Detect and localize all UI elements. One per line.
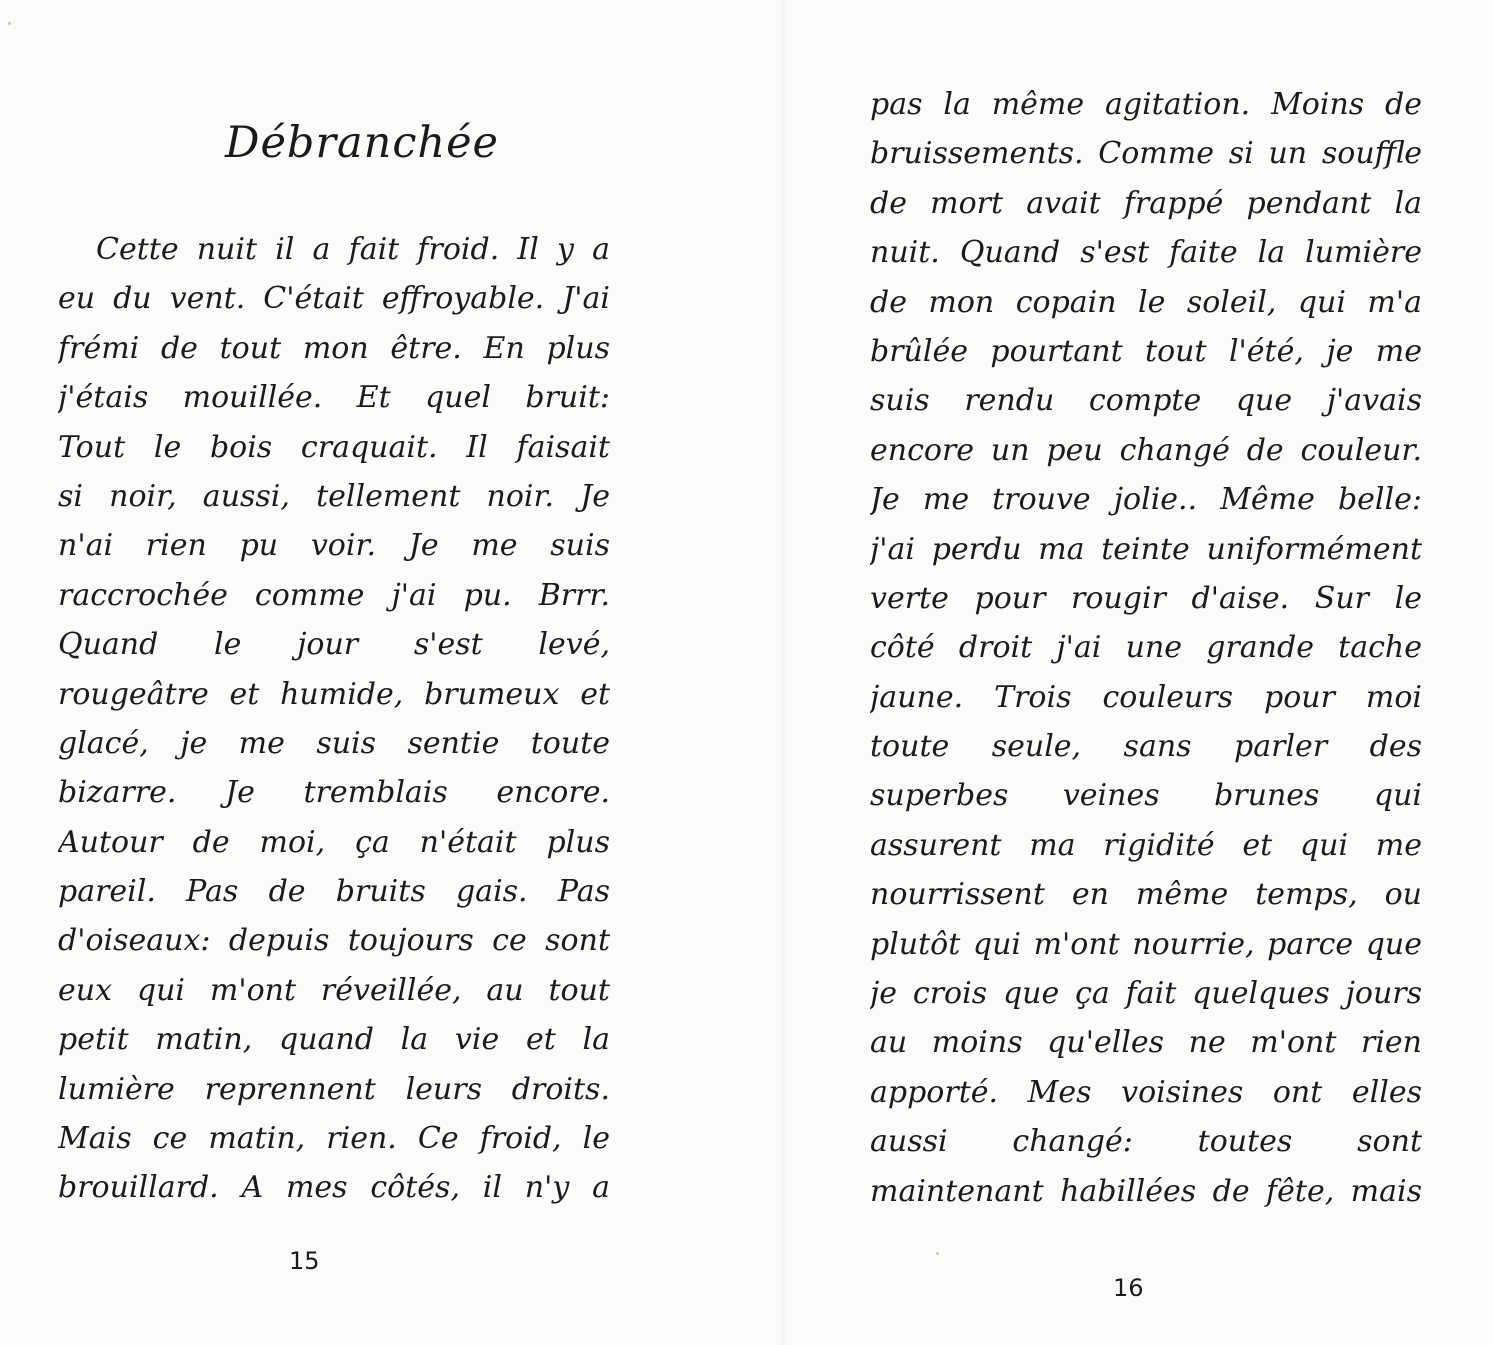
text-line: j'ai perdu ma teinte uniformément (870, 531, 1422, 567)
page-number-left: 15 (289, 1247, 320, 1275)
text-line: d'oiseaux: depuis toujours ce sont (58, 923, 610, 959)
text-line: bizarre. Je tremblais encore. (58, 775, 610, 811)
text-line: encore un peu changé de couleur. (870, 432, 1422, 468)
text-line: eux qui m'ont réveillée, au tout (58, 972, 610, 1008)
right-page (786, 0, 1493, 1345)
text-line: brûlée pourtant tout l'été, je me (870, 333, 1422, 369)
text-line: n'ai rien pu voir. Je me suis (58, 528, 610, 564)
text-line: bruissements. Comme si un souffle (870, 136, 1422, 172)
right-page-text (870, 80, 1422, 1216)
left-page-text (58, 225, 610, 1213)
text-line: glacé, je me suis sentie toute (58, 725, 610, 761)
text-line: frémi de tout mon être. En plus (58, 330, 610, 366)
text-line: rougeâtre et humide, brumeux et (58, 676, 610, 712)
text-line: Tout le bois craquait. Il faisait (58, 429, 610, 465)
text-line: Mais ce matin, rien. Ce froid, le (58, 1121, 610, 1157)
text-line: raccrochée comme j'ai pu. Brrr. (58, 577, 610, 613)
text-line: pas la même agitation. Moins de (870, 87, 1422, 122)
text-line: au moins qu'elles ne m'ont rien (870, 1025, 1422, 1061)
chapter-title: Débranchée (225, 118, 500, 168)
text-line: maintenant habillées de fête, mais (870, 1173, 1422, 1209)
text-line: nuit. Quand s'est faite la lumière (870, 235, 1422, 271)
text-line: superbes veines brunes qui (870, 778, 1422, 814)
text-line: aussi changé: toutes sont (870, 1124, 1422, 1160)
text-line: pareil. Pas de bruits gais. Pas (58, 874, 610, 910)
text-line: apporté. Mes voisines ont elles (870, 1074, 1422, 1110)
text-line: petit matin, quand la vie et la (58, 1022, 610, 1058)
text-line: côté droit j'ai une grande tache (870, 630, 1422, 666)
text-line: de mon copain le soleil, qui m'a (870, 284, 1422, 320)
text-line: j'étais mouillée. Et quel bruit: (58, 380, 610, 416)
text-line: plutôt qui m'ont nourrie, parce que (870, 926, 1422, 962)
text-line: brouillard. A mes côtés, il n'y a (58, 1170, 610, 1206)
text-line: jaune. Trois couleurs pour moi (870, 679, 1422, 715)
text-line: de mort avait frappé pendant la (870, 185, 1422, 221)
text-line: nourrissent en même temps, ou (870, 877, 1422, 913)
text-line: toute seule, sans parler des (870, 729, 1422, 765)
text-line: verte pour rougir d'aise. Sur le (870, 580, 1422, 616)
text-line: eu du vent. C'était effroyable. J'ai (58, 281, 610, 317)
text-line: Je me trouve jolie.. Même belle: (870, 482, 1422, 518)
text-line: assurent ma rigidité et qui me (870, 827, 1422, 863)
page-number-right: 16 (1113, 1274, 1144, 1302)
text-line: suis rendu compte que j'avais (870, 383, 1422, 419)
text-line: je crois que ça fait quelques jours (870, 976, 1422, 1012)
text-line: Quand le jour s'est levé, (58, 627, 610, 663)
text-line: Cette nuit il a fait froid. Il y a (96, 232, 610, 267)
text-line: si noir, aussi, tellement noir. Je (58, 478, 610, 514)
text-line: Autour de moi, ça n'était plus (58, 824, 610, 860)
text-line: lumière reprennent leurs droits. (58, 1071, 610, 1107)
